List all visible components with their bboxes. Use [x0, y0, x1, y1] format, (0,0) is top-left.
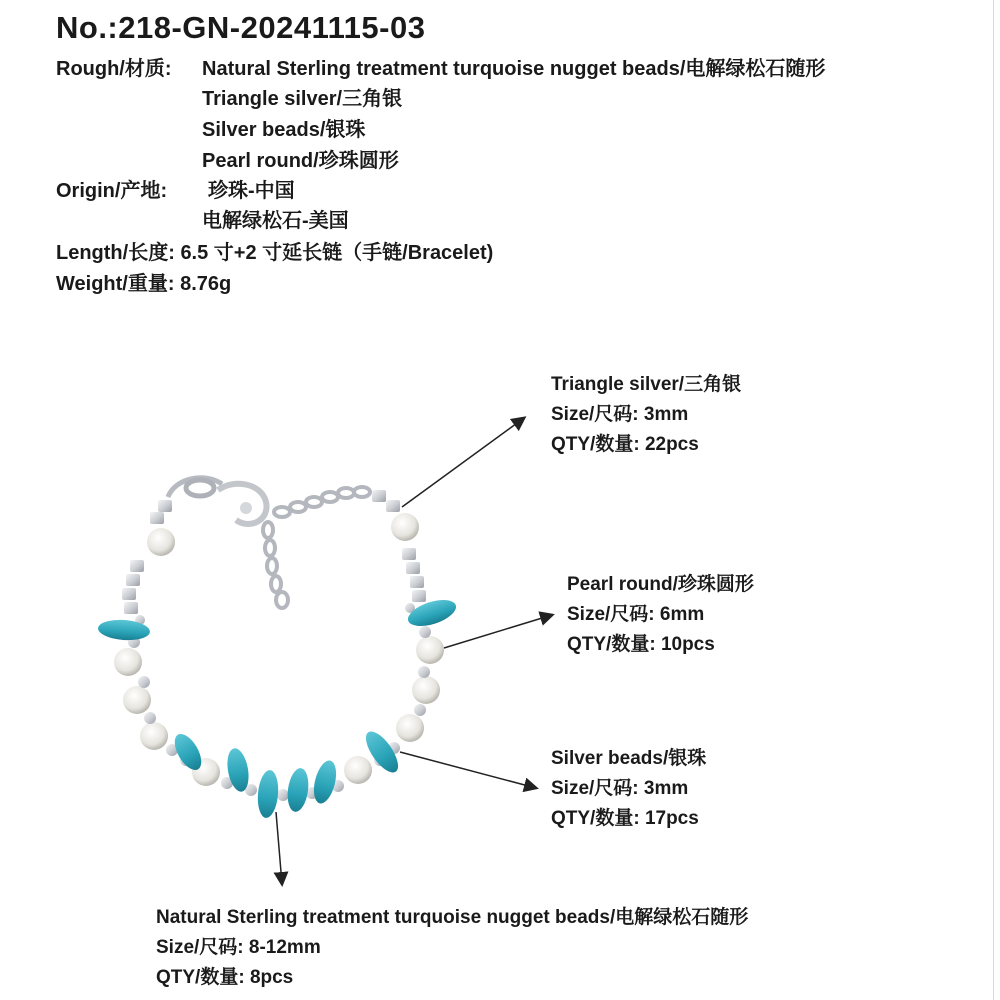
silver-beads [128, 603, 431, 801]
arrow-pearl-round [444, 615, 552, 648]
product-number: No.:218-GN-20241115-03 [56, 10, 426, 45]
lobster-clasp [168, 478, 267, 524]
length-row [56, 236, 493, 265]
callout-triangle-silver-qty: QTY/数量: 22pcs [551, 434, 699, 455]
callout-triangle-silver-name: Triangle silver/三角银 [551, 374, 742, 395]
arrow-turquoise-nugget [276, 812, 282, 884]
arrow-triangle-silver [402, 418, 524, 507]
callout-pearl-round-size: Size/尺码: 6mm [567, 604, 705, 625]
callout-arrows [276, 418, 552, 884]
weight-row [56, 267, 231, 296]
weight-value: 8.76g [180, 273, 232, 295]
callout-turquoise-nugget-name: Natural Sterling treatment turquoise nugget beads/电解绿松石随形 [156, 907, 749, 928]
callout-turquoise-nugget-size: Size/尺码: 8-12mm [156, 937, 321, 958]
turquoise-nuggets [97, 595, 459, 819]
rough-label: Rough/材质: [56, 58, 172, 80]
callout-triangle-silver-size: Size/尺码: 3mm [551, 404, 689, 425]
callout-turquoise-nugget-qty: QTY/数量: 8pcs [156, 967, 294, 988]
rough-line-silver-beads: Silver beads/银珠 [202, 119, 366, 141]
callout-silver-beads-qty: QTY/数量: 17pcs [551, 808, 699, 829]
bracelet-illustration [0, 300, 1000, 1000]
rough-line-turquoise: Natural Sterling treatment turquoise nugget beads/电解绿松石随形 [202, 58, 826, 80]
origin-line-pearl: 珍珠-中国 [208, 180, 295, 202]
callout-pearl-round-qty: QTY/数量: 10pcs [567, 634, 715, 655]
callout-silver-beads-size: Size/尺码: 3mm [551, 778, 689, 799]
origin-label: Origin/产地: [56, 180, 168, 202]
weight-label: Weight/重量: [56, 273, 175, 295]
rough-line-pearl: Pearl round/珍珠圆形 [202, 150, 399, 172]
arrow-silver-beads [400, 752, 536, 788]
callout-pearl-round-name: Pearl round/珍珠圆形 [567, 574, 754, 595]
extension-chain [263, 487, 370, 608]
length-value: 6.5 寸+2 寸延长链（手链/Bracelet) [180, 242, 494, 264]
callout-silver-beads-name: Silver beads/银珠 [551, 748, 707, 769]
length-label: Length/长度: [56, 242, 175, 264]
rough-line-triangle-silver: Triangle silver/三角银 [202, 88, 403, 110]
origin-line-turquoise: 电解绿松石-美国 [202, 210, 349, 232]
